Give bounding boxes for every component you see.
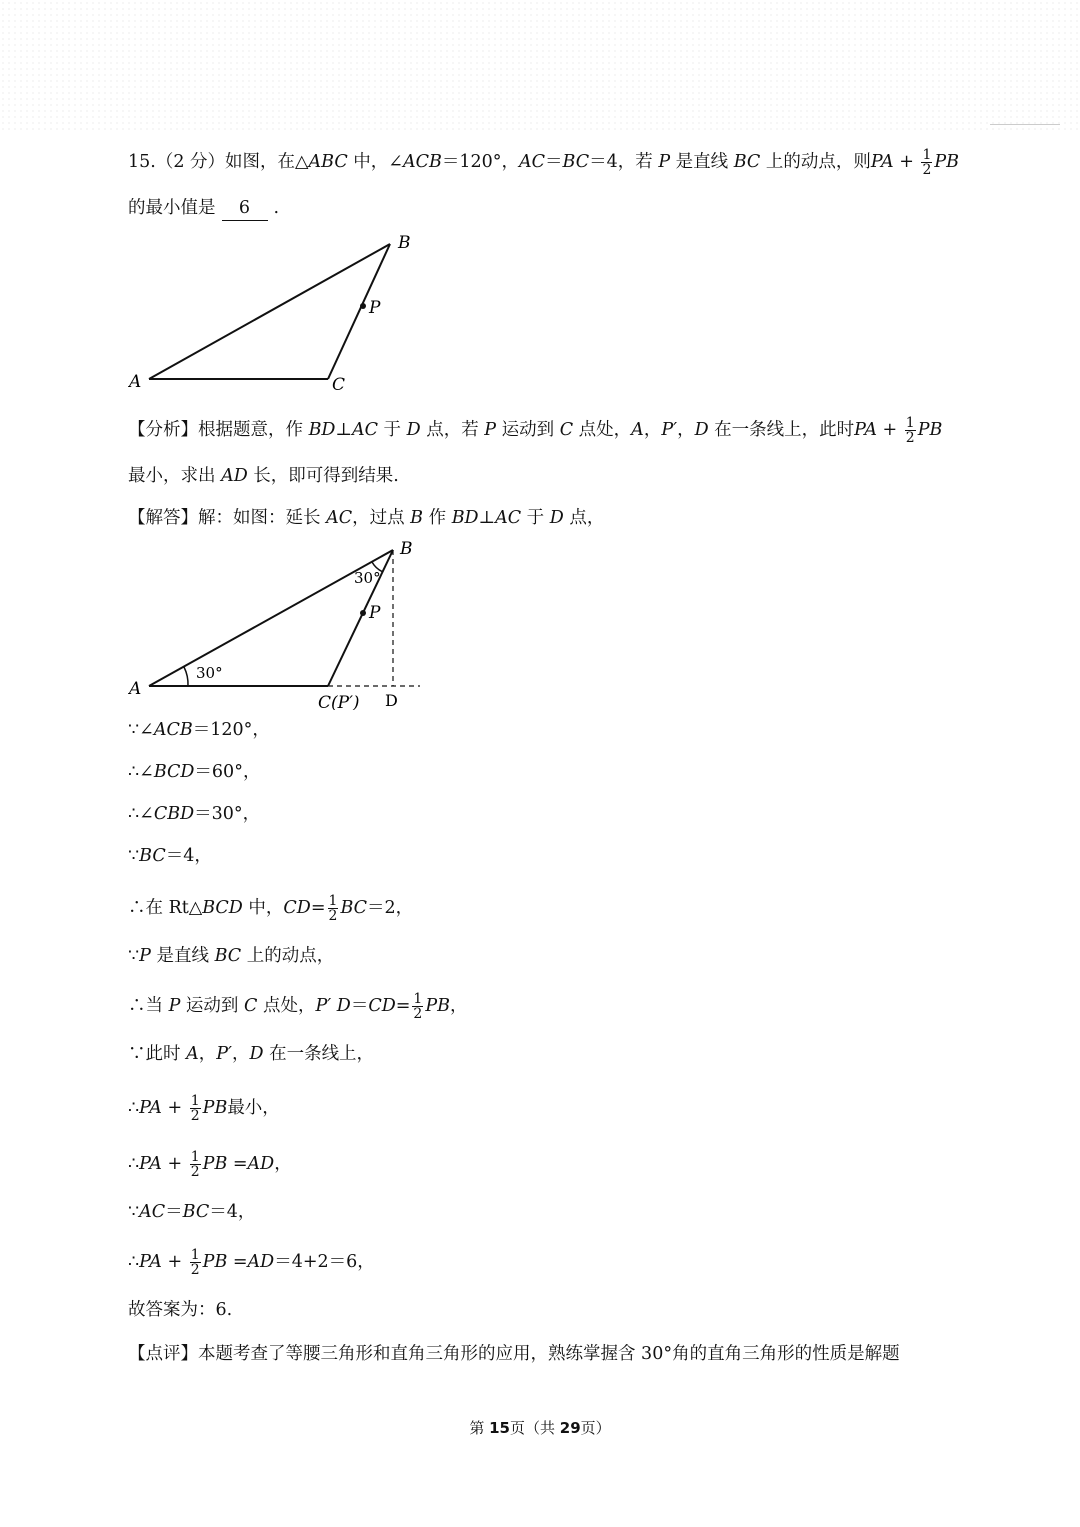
fraction-one-half: $\frac{1}{2}$ [190,1149,200,1180]
analysis-line-1: 【分析】根据题意，作 BD⊥AC 于 D 点，若 P 运动到 C 点处，A，P′，D 在一条线上，此时PA + $\frac{1}{2}$ PB [128,415,943,446]
segment-cb [328,244,390,379]
fraction-one-half: $\frac{1}{2}$ [413,991,423,1022]
question-line-1: 15.（2 分）如图，在△ABC 中，∠ACB＝120°，AC＝BC＝4，若 P 是直线 BC 上的动点，则PA + $\frac{1}{2}$ PB [128,147,960,178]
segment-ab [149,244,390,379]
page-footer: 第 15页（共 29页） [469,1419,611,1437]
fraction-one-half: $\frac{1}{2}$ [922,147,932,178]
comment-line: 【点评】本题考查了等腰三角形和直角三角形的应用，熟练掌握含 30°角的直角三角形的性质是解题 [128,1344,900,1364]
step-2: ∴∠BCD＝60°， [128,762,261,782]
step-9: ∴PA + $\frac{1}{2}$ PB最小， [128,1093,280,1124]
label-a: A [129,679,142,699]
fraction-one-half: $\frac{1}{2}$ [328,893,338,924]
fraction-one-half: $\frac{1}{2}$ [190,1093,200,1124]
label-p-prime: (P′) [331,693,360,710]
label-p: P [369,603,381,623]
label-angle-a: 30° [196,664,223,682]
step-13-answer: 故答案为：6. [128,1300,233,1320]
point-p [360,303,366,309]
scan-noise-top [0,0,1080,130]
step-1: ∵∠ACB＝120°， [128,720,270,740]
point-p [360,610,366,616]
step-11: ∵AC＝BC＝4， [128,1202,256,1222]
step-4: ∵BC＝4， [128,846,212,866]
label-b: B [400,539,413,559]
figure-triangle-abc [128,232,428,392]
label-c: C [332,375,346,392]
step-5: ∴在 Rt△BCD 中，CD= $\frac{1}{2}$ BC＝2， [128,893,414,924]
label-angle-b: 30° [354,569,381,587]
step-7: ∴当 P 运动到 C 点处，P′ D＝CD= $\frac{1}{2}$ PB， [128,991,468,1022]
angle-arc-a [184,667,188,686]
label-c: C [318,693,332,710]
scan-mark [990,118,1060,125]
label-d: D [385,691,398,710]
question-line-2: 的最小值是 6 . [128,196,279,221]
step-3: ∴∠CBD＝30°， [128,804,261,824]
label-b: B [398,233,411,253]
label-a: A [129,372,142,392]
fraction-one-half: $\frac{1}{2}$ [190,1247,200,1278]
analysis-line-2: 最小，求出 AD 长，即可得到结果. [128,466,399,486]
step-6: ∵P 是直线 BC 上的动点， [128,946,335,966]
fraction-one-half: $\frac{1}{2}$ [905,415,915,446]
label-p: P [369,298,381,318]
step-12: ∴PA + $\frac{1}{2}$ PB =AD＝4+2＝6， [128,1247,375,1278]
step-10: ∴PA + $\frac{1}{2}$ PB =AD， [128,1149,292,1180]
solution-intro: 【解答】解：如图：延长 AC，过点 B 作 BD⊥AC 于 D 点， [128,508,605,528]
step-8: ∵此时 A，P′，D 在一条线上， [128,1044,375,1064]
answer-blank: 6 [222,196,268,221]
figure-solution-diagram [128,538,428,710]
